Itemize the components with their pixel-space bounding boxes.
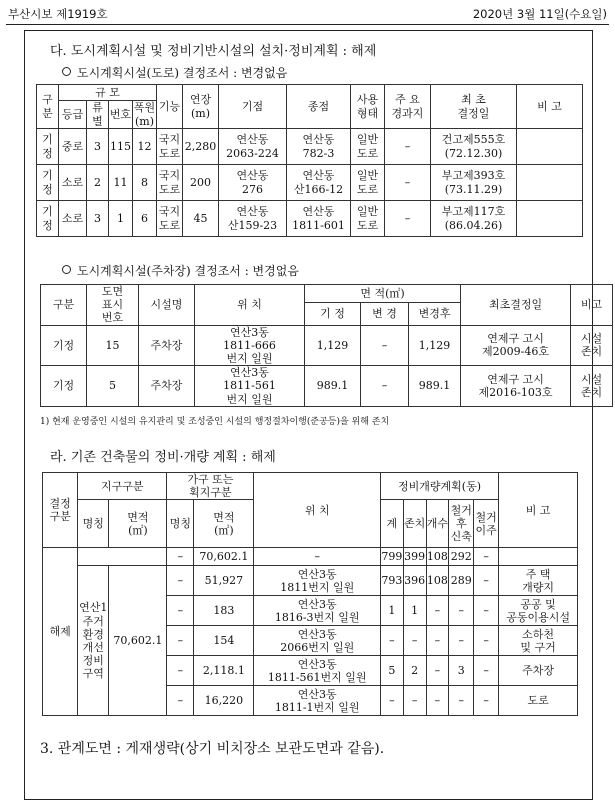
cell-start: 연산동 276: [219, 165, 287, 201]
th-first: 최초결정일: [461, 285, 571, 326]
th-scale: 규 모: [59, 85, 157, 101]
th-width: 폭원 (m): [133, 101, 156, 128]
th-end: 종점: [287, 85, 351, 129]
th-function: 기능: [157, 85, 183, 129]
th-first: 최 초 결정일: [431, 85, 517, 129]
th-usage: 사용 형태: [351, 85, 385, 129]
parking-subtitle: [62, 262, 299, 279]
th-length: 연장 (m): [183, 85, 219, 129]
section-ra-title: 라. 기존 건축물의 정비·개량 계획 : 해제: [50, 450, 276, 465]
cell-rebuild: –: [449, 596, 474, 626]
page-header: [8, 6, 607, 22]
cell-length: 45: [183, 201, 219, 237]
cell-area: 154: [194, 626, 254, 656]
cell-repair: 108: [426, 566, 449, 596]
cell-width: 12: [133, 129, 157, 165]
cell-empty: [78, 548, 167, 566]
cell-area: 70,602.1: [194, 548, 254, 566]
header-divider: [6, 24, 609, 25]
cell-first: 부고제393호 (73.11.29): [431, 165, 517, 201]
cell-remark: 도로: [499, 686, 578, 716]
cell-total: –: [380, 626, 403, 656]
circle-bullet-icon: [62, 67, 71, 76]
cell-number: 11: [109, 165, 133, 201]
th-class: 류별: [87, 101, 109, 129]
cell-width: 8: [133, 165, 157, 201]
cell-first: 건고제555호 (72.12.30): [431, 129, 517, 165]
cell-grade: 소로: [59, 165, 87, 201]
th-decision: 결정 구분: [43, 473, 78, 548]
section-3-title: 3. 관계도면 : 게재생략(상기 비치장소 보관도면과 같음).: [40, 741, 385, 757]
cell-location: 연산3동 1811-561번지 일원: [254, 656, 380, 686]
th-remark: 비 고: [499, 473, 578, 548]
th-start: 기점: [219, 85, 287, 129]
th-plan-no: 도면 표시 번호: [87, 285, 139, 326]
cell-length: 200: [183, 165, 219, 201]
th-repair: 개수: [426, 500, 449, 548]
th-grade: 등급: [59, 101, 87, 129]
cell-block-name: –: [167, 596, 194, 626]
cell-division: 기정: [37, 201, 59, 237]
th-rebuild: 철거 후 신축: [449, 500, 474, 548]
cell-total: –: [380, 686, 403, 716]
cell-total: 1: [380, 596, 403, 626]
cell-function: 국지 도로: [157, 129, 183, 165]
cell-rebuild: –: [449, 626, 474, 656]
cell-end: 연산동 782-3: [287, 129, 351, 165]
cell-keep: 396: [403, 566, 426, 596]
cell-existing: 1,129: [305, 325, 361, 366]
cell-plan-no: 5: [87, 366, 139, 407]
th-block-area: 면적 (㎡): [194, 500, 254, 548]
cell-district-name: 연산1 주거 환경 개선 정비 구역: [78, 566, 109, 716]
road-subtitle: [62, 64, 287, 81]
th-existing: 기 정: [305, 303, 361, 325]
cell-location: 연산3동 1816-3번지 일원: [254, 596, 380, 626]
th-remark: 비 고: [517, 85, 583, 129]
section-da-title: 다. 도시계획시설 및 정비기반시설의 설치·정비계획 : 해제: [50, 44, 377, 59]
cell-remark: 시설 존치: [571, 325, 613, 366]
cell-function: 국지 도로: [157, 165, 183, 201]
th-district: 지구구분: [78, 473, 167, 500]
cell-class: 3: [87, 129, 109, 165]
cell-location: 연산3동 1811-666 번지 일원: [195, 325, 305, 366]
cell-block-name: –: [167, 626, 194, 656]
cell-relocate: –: [474, 686, 499, 716]
cell-location: 연산3동 1811-561 번지 일원: [195, 366, 305, 407]
cell-repair: –: [426, 656, 449, 686]
cell-keep: 399: [403, 548, 426, 566]
cell-remark: [517, 165, 583, 201]
circle-bullet-icon: [62, 265, 71, 274]
cell-location: 연산3동 2066번지 일원: [254, 626, 380, 656]
cell-first: 연제구 고시 제2016-103호: [461, 366, 571, 407]
table-row: [37, 201, 583, 237]
cell-total: 5: [380, 656, 403, 686]
table-row: [43, 566, 578, 596]
publication-title: 부산시보 제1919호: [8, 7, 108, 21]
cell-remark: 주 택 개량지: [499, 566, 578, 596]
th-area: 면 적(㎡): [305, 285, 461, 303]
cell-after: 989.1: [409, 366, 461, 407]
th-number: 번호: [109, 101, 133, 129]
cell-remark: 시설 존치: [571, 366, 613, 407]
cell-plan-no: 15: [87, 325, 139, 366]
cell-division: 기정: [37, 165, 59, 201]
cell-remark: 공공 및 공동이용시설: [499, 596, 578, 626]
cell-end: 연산동 산166-12: [287, 165, 351, 201]
cell-relocate: –: [474, 548, 499, 566]
road-table: [36, 84, 583, 237]
cell-function: 국지 도로: [157, 201, 183, 237]
cell-via: –: [385, 129, 431, 165]
cell-division: 기정: [37, 129, 59, 165]
cell-grade: 소로: [59, 201, 87, 237]
cell-change: –: [361, 325, 409, 366]
cell-remark: [499, 548, 578, 566]
cell-rebuild: –: [449, 686, 474, 716]
cell-usage: 일반 도로: [351, 165, 385, 201]
cell-block-name: –: [167, 566, 194, 596]
th-remark: 비고: [571, 285, 613, 326]
cell-keep: 1: [403, 596, 426, 626]
cell-remark: [517, 201, 583, 237]
cell-repair: –: [426, 596, 449, 626]
cell-class: 2: [87, 165, 109, 201]
buildings-table: [42, 472, 578, 716]
th-location: 위 치: [254, 473, 380, 548]
table-row: [43, 548, 578, 566]
cell-via: –: [385, 201, 431, 237]
th-division: 구분: [41, 285, 87, 326]
cell-length: 2,280: [183, 129, 219, 165]
cell-location: 연산3동 1811-1번지 일원: [254, 686, 380, 716]
cell-remark: 주차장: [499, 656, 578, 686]
cell-relocate: –: [474, 566, 499, 596]
cell-rebuild: 292: [449, 548, 474, 566]
cell-total: 793: [380, 566, 403, 596]
cell-existing: 989.1: [305, 366, 361, 407]
table-row: [41, 366, 613, 407]
publication-date: 2020년 3월 11일(수요일): [472, 7, 607, 21]
cell-area: 51,927: [194, 566, 254, 596]
cell-facility: 주차장: [139, 366, 195, 407]
cell-block-name: –: [167, 686, 194, 716]
cell-area: 16,220: [194, 686, 254, 716]
cell-block-name: –: [167, 656, 194, 686]
cell-area: 183: [194, 596, 254, 626]
th-name: 명칭: [78, 500, 109, 548]
cell-relocate: –: [474, 656, 499, 686]
cell-district-area: 70,602.1: [109, 566, 167, 716]
cell-width: 6: [133, 201, 157, 237]
cell-after: 1,129: [409, 325, 461, 366]
cell-facility: 주차장: [139, 325, 195, 366]
cell-decision: 해제: [43, 548, 78, 716]
cell-first: 부고제117호 (86.04.26): [431, 201, 517, 237]
th-plan: 정비개량계획(동): [380, 473, 498, 500]
cell-repair: –: [426, 686, 449, 716]
th-block-name: 명칭: [167, 500, 194, 548]
table-row: [37, 129, 583, 165]
cell-keep: –: [403, 626, 426, 656]
th-keep: 존치: [403, 500, 426, 548]
th-area: 면적 (㎡): [109, 500, 167, 548]
cell-first: 연제구 고시 제2009-46호: [461, 325, 571, 366]
th-block: 가구 또는 획지구분: [167, 473, 254, 500]
cell-location: –: [254, 548, 380, 566]
cell-relocate: –: [474, 626, 499, 656]
cell-repair: 108: [426, 548, 449, 566]
cell-repair: –: [426, 626, 449, 656]
cell-division: 기정: [41, 325, 87, 366]
cell-keep: 2: [403, 656, 426, 686]
cell-keep: –: [403, 686, 426, 716]
parking-table: [40, 284, 613, 407]
th-total: 계: [380, 500, 403, 548]
cell-total: 799: [380, 548, 403, 566]
cell-remark: [517, 129, 583, 165]
parking-footnote: 1) 현재 운영중인 시설의 유지관리 및 조성중인 시설의 행정절차이행(준공등)을 위해 존치: [40, 417, 390, 427]
table-row: [37, 165, 583, 201]
cell-grade: 중로: [59, 129, 87, 165]
th-after: 변경후: [409, 303, 461, 325]
th-location: 위 치: [195, 285, 305, 326]
cell-number: 115: [109, 129, 133, 165]
road-subtitle-text: 도시계획시설(도로) 결정조서 : 변경없음: [77, 66, 288, 80]
cell-usage: 일반 도로: [351, 201, 385, 237]
th-facility: 시설명: [139, 285, 195, 326]
table-row: [41, 325, 613, 366]
cell-block-name: –: [167, 548, 194, 566]
cell-start: 연산동 2063-224: [219, 129, 287, 165]
cell-via: –: [385, 165, 431, 201]
cell-number: 1: [109, 201, 133, 237]
cell-area: 2,118.1: [194, 656, 254, 686]
cell-location: 연산3동 1811번지 일원: [254, 566, 380, 596]
th-change: 변 경: [361, 303, 409, 325]
cell-rebuild: 3: [449, 656, 474, 686]
th-via: 주 요 경과지: [385, 85, 431, 129]
cell-division: 기정: [41, 366, 87, 407]
cell-change: –: [361, 366, 409, 407]
cell-class: 3: [87, 201, 109, 237]
cell-rebuild: 289: [449, 566, 474, 596]
cell-usage: 일반 도로: [351, 129, 385, 165]
th-division: 구분: [37, 85, 59, 129]
cell-remark: 소하천 및 구거: [499, 626, 578, 656]
cell-start: 연산동 산159-23: [219, 201, 287, 237]
parking-subtitle-text: 도시계획시설(주차장) 결정조서 : 변경없음: [77, 264, 299, 278]
cell-relocate: –: [474, 596, 499, 626]
th-relocate: 철거 이주: [474, 500, 499, 548]
cell-end: 연산동 1811-601: [287, 201, 351, 237]
